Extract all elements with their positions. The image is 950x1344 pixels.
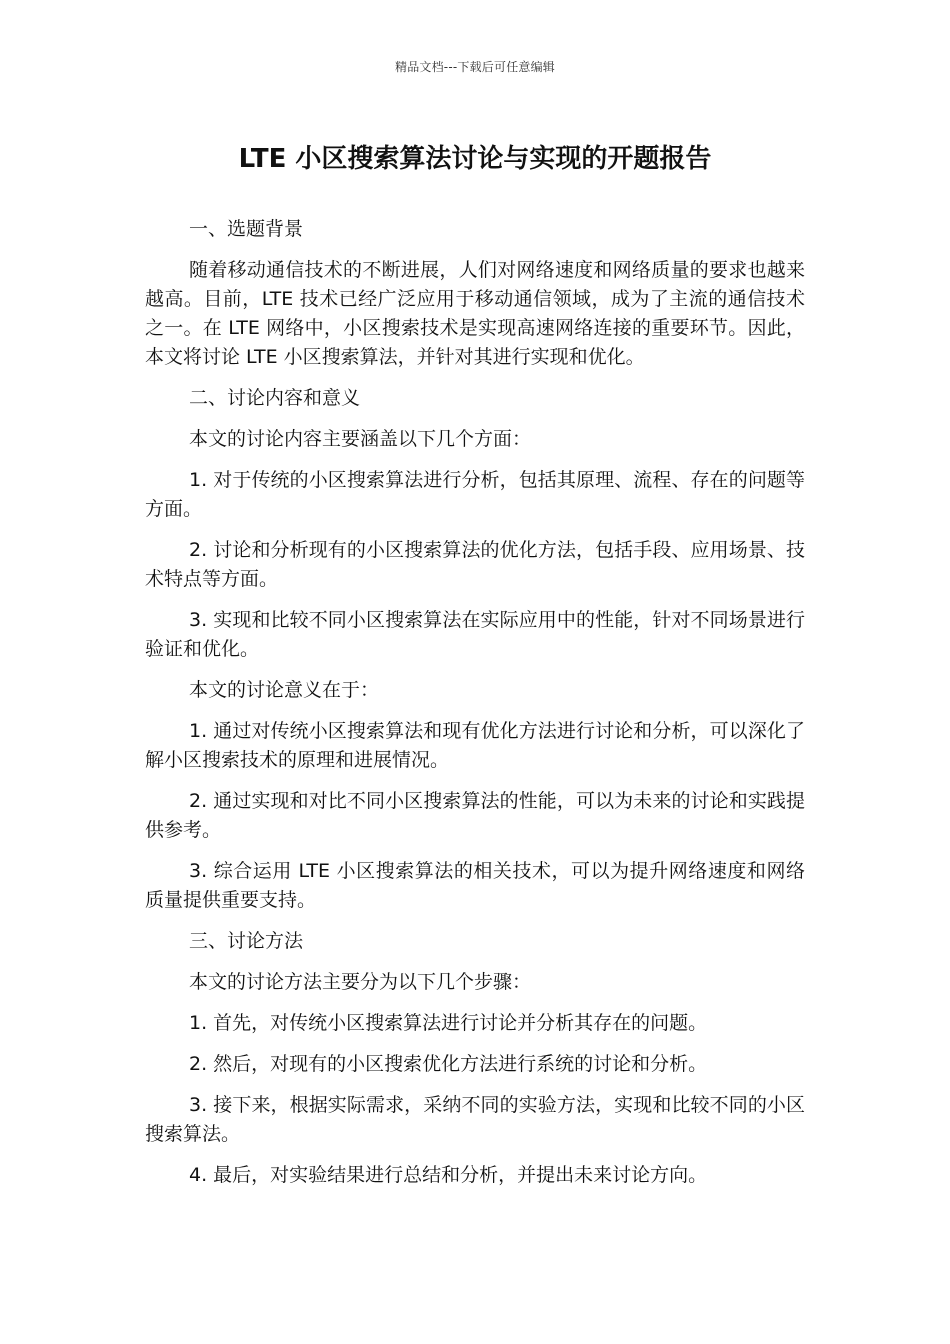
paragraph-background: 随着移动通信技术的不断进展，人们对网络速度和网络质量的要求也越来越高。目前，LTE 技术已经广泛应用于移动通信领域，成为了主流的通信技术之一。在 LTE 网络中，小区搜索技术是实现高速网络连接的重要环节。因此，本文将讨论 LTE 小区搜索算法，并针对其进行实现和优化。 [145,259,805,368]
list-item-content-2: 2. 讨论和分析现有的小区搜索算法的优化方法，包括手段、应用场景、技术特点等方面。 [145,539,805,590]
list-item-significance-1: 1. 通过对传统小区搜索算法和现有优化方法进行讨论和分析，可以深化了解小区搜索技术的原理和进展情况。 [145,720,805,771]
list-item-method-4: 4. 最后，对实验结果进行总结和分析，并提出未来讨论方向。 [189,1164,708,1186]
header-note: 精品文档---下载后可任意编辑 [395,60,555,74]
section-heading-method: 三、讨论方法 [189,930,304,952]
list-item-significance-3: 3. 综合运用 LTE 小区搜索算法的相关技术，可以为提升网络速度和网络质量提供重要支持。 [145,860,805,911]
document-title: LTE 小区搜索算法讨论与实现的开题报告 [238,144,712,174]
list-item-content-3: 3. 实现和比较不同小区搜索算法在实际应用中的性能，针对不同场景进行验证和优化。 [145,609,805,660]
document-body [145,215,805,1202]
paragraph-significance-intro: 本文的讨论意义在于： [189,679,380,701]
list-item-method-2: 2. 然后，对现有的小区搜索优化方法进行系统的讨论和分析。 [189,1053,708,1075]
paragraph-content-intro: 本文的讨论内容主要涵盖以下几个方面： [189,428,532,450]
section-heading-background: 一、选题背景 [189,218,304,240]
paragraph-method-intro: 本文的讨论方法主要分为以下几个步骤： [189,971,532,993]
list-item-significance-2: 2. 通过实现和对比不同小区搜索算法的性能，可以为未来的讨论和实践提供参考。 [145,790,805,841]
list-item-method-3: 3. 接下来，根据实际需求，采纳不同的实验方法，实现和比较不同的小区搜索算法。 [145,1094,805,1145]
section-heading-content: 二、讨论内容和意义 [189,387,361,409]
list-item-content-1: 1. 对于传统的小区搜索算法进行分析，包括其原理、流程、存在的问题等方面。 [145,469,805,520]
list-item-method-1: 1. 首先，对传统小区搜索算法进行讨论并分析其存在的问题。 [189,1012,708,1034]
